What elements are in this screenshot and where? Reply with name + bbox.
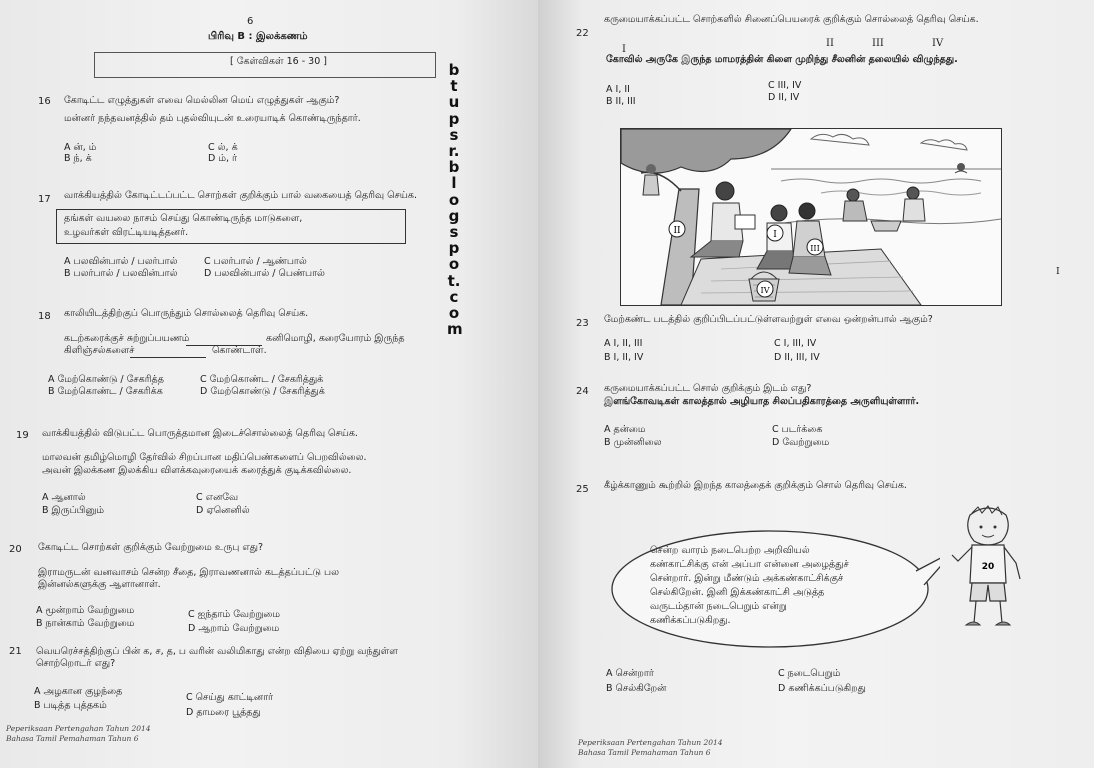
q16-option-d[interactable]: D ம், ர்: [208, 153, 237, 164]
boy-shirt-number: 20: [981, 562, 995, 572]
q23-option-b[interactable]: B I, II, IV: [604, 352, 644, 363]
left-footer-line1: Peperiksaan Pertengahan Tahun 2014: [6, 724, 151, 733]
q18-option-b[interactable]: B மேற்கொண்ட / சேகரிக்க: [48, 386, 163, 397]
q24-option-a[interactable]: A தன்மை: [604, 424, 646, 435]
q20-option-a[interactable]: A மூன்றாம் வேற்றுமை: [36, 605, 135, 616]
q19-option-a[interactable]: A ஆனால்: [42, 492, 86, 503]
q18-line2-end: கொண்டாள்.: [212, 345, 267, 356]
q17-number: 17: [38, 194, 51, 205]
q19-line1: மாலவன் தமிழ்மொழி தேர்வில் சிறப்பான மதிப்பெண்களைப் பெறவில்லை.: [42, 452, 367, 463]
q23-number: 23: [576, 318, 589, 329]
q25-option-c[interactable]: C நடைபெறும்: [778, 668, 841, 679]
q20-option-b[interactable]: B நான்காம் வேற்றுமை: [36, 618, 135, 629]
q24-option-d[interactable]: D வேற்றுமை: [772, 437, 830, 448]
q22-option-d[interactable]: D II, IV: [768, 92, 800, 103]
q18-blank-2: [130, 357, 206, 358]
q18-option-a[interactable]: A மேற்கொண்டு / சேகரித்த: [48, 374, 164, 385]
right-page: [538, 0, 1094, 768]
q21-question-line2: சொற்றொடர் எது?: [36, 658, 116, 669]
q22-roman-1: I: [622, 44, 626, 55]
q18-option-c[interactable]: C மேற்கொண்ட / சேகரித்துக்: [200, 374, 324, 385]
q22-option-c[interactable]: C III, IV: [768, 80, 802, 91]
q20-number: 20: [9, 544, 22, 555]
picture-label-1: I: [773, 230, 777, 240]
q20-option-d[interactable]: D ஆறாம் வேற்றுமை: [188, 623, 280, 634]
q25-option-d[interactable]: D கணிக்கப்படுகிறது: [778, 683, 866, 694]
q20-line2: இன்னல்களுக்கு ஆளானாள்.: [38, 579, 161, 590]
q21-option-d[interactable]: D தாமரை பூத்தது: [186, 707, 261, 718]
q19-option-c[interactable]: C எனவே: [196, 492, 239, 503]
q17-question: வாக்கியத்தில் கோடிட்டப்பட்ட சொற்கள் குறிக்கும் பால் வகையைத் தெரிவு செய்க.: [64, 190, 417, 201]
q23-option-c[interactable]: C I, III, IV: [774, 338, 817, 349]
picture-label-3: III: [810, 244, 820, 253]
q23-option-d[interactable]: D II, III, IV: [774, 352, 820, 363]
right-footer-line1: Peperiksaan Pertengahan Tahun 2014: [578, 738, 723, 747]
speech-line-2: கண்காட்சிக்கு என் அப்பா என்னை அழைத்துச்: [650, 559, 849, 570]
q19-option-d[interactable]: D ஏனெனில்: [196, 505, 250, 516]
q24-option-b[interactable]: B முன்னிலை: [604, 437, 662, 448]
q18-option-d[interactable]: D மேற்கொண்டு / சேகரித்துக்: [200, 386, 325, 397]
left-footer-line2: Bahasa Tamil Pemahaman Tahun 6: [6, 734, 139, 743]
q25-option-b[interactable]: B செல்கிறேன்: [606, 683, 667, 694]
q17-box-line2: உழவர்கள் விரட்டியடித்தனர்.: [64, 227, 189, 238]
picnic-scene-drawing: [621, 129, 1001, 305]
q17-option-c[interactable]: C பலர்பால் / ஆண்பால்: [204, 256, 307, 267]
q22-roman-4: IV: [932, 38, 944, 49]
q16-option-c[interactable]: C ல், க்: [208, 142, 238, 153]
q22-roman-2: II: [826, 38, 834, 49]
q22-option-b[interactable]: B II, III: [606, 96, 636, 107]
q19-number: 19: [16, 430, 29, 441]
q22-roman-3: III: [872, 38, 884, 49]
q20-line1: இராமருடன் வனவாசம் சென்ற சீதை, இராவணனால் கடத்தப்பட்டு பல: [38, 567, 340, 578]
edge-mark: I: [1056, 266, 1060, 277]
blog-watermark: btupsr.blogspot.com: [447, 61, 463, 339]
picnic-scene-picture: [620, 128, 1002, 306]
q19-question: வாக்கியத்தில் விடுபட்ட பொருத்தமான இடைச்சொல்லைத் தெரிவு செய்க.: [42, 428, 358, 439]
q17-option-d[interactable]: D பலவின்பால் / பெண்பால்: [204, 268, 325, 279]
speech-line-3: சென்றார். இன்று மீண்டும் அக்கண்காட்சிக்குச்: [650, 573, 844, 584]
q16-option-a[interactable]: A ன், ம்: [64, 142, 97, 153]
q24-option-c[interactable]: C படர்க்கை: [772, 424, 823, 435]
question-range: [ கேள்விகள் 16 - 30 ]: [230, 56, 327, 67]
right-footer-line2: Bahasa Tamil Pemahaman Tahun 6: [578, 748, 711, 757]
section-title: பிரிவு B : இலக்கணம்: [208, 31, 308, 42]
page-number: 6: [247, 16, 254, 27]
q24-question: கருமையாக்கப்பட்ட சொல் குறிக்கும் இடம் எது?: [604, 383, 812, 394]
q16-number: 16: [38, 96, 51, 107]
q22-number: 22: [576, 28, 589, 39]
q18-question: காலியிடத்திற்குப் பொருந்தும் சொல்லைத் தெரிவு செய்க.: [64, 308, 309, 319]
q24-sentence: இளங்கோவடிகள் காலத்தால் அழியாத சிலப்பதிகாரத்தை அருளியுள்ளார்.: [604, 396, 920, 407]
q16-option-b[interactable]: B ந், க்: [64, 153, 92, 164]
q21-option-a[interactable]: A அழகான குழந்தை: [34, 686, 123, 697]
q25-number: 25: [576, 484, 589, 495]
q18-line1-start: கடற்கரைக்குச் சுற்றுப்பயணம்: [64, 333, 190, 344]
q23-question: மேற்கண்ட படத்தில் குறிப்பிடப்பட்டுள்ளவற்றுள் எவை ஒன்றன்பால் ஆகும்?: [604, 314, 933, 325]
q18-line1-end: கனிமொழி, கரையோரம் இருந்த: [266, 333, 405, 344]
q19-line2: அவன் இலக்கண இலக்கிய விளக்கவுரையைக் கரைத்துக் குடிக்கவில்லை.: [42, 465, 352, 476]
q17-option-a[interactable]: A பலவின்பால் / பலர்பால்: [64, 256, 178, 267]
q16-question: கோடிட்ட எழுத்துகள் எவை மெல்லின மெய் எழுத்துகள் ஆகும்?: [64, 95, 340, 106]
q20-question: கோடிட்ட சொற்கள் குறிக்கும் வேற்றுமை உருபு எது?: [38, 542, 264, 553]
q21-number: 21: [9, 646, 22, 657]
q25-question: கீழ்க்காணும் கூற்றில் இறந்த காலத்தைக் குறிக்கும் சொல் தெரிவு செய்க.: [604, 480, 907, 491]
speech-line-4: செல்கிறேன். இனி இக்கண்காட்சி அடுத்த: [650, 587, 825, 598]
q21-option-b[interactable]: B படித்த புத்தகம்: [34, 700, 107, 711]
q22-question: கருமையாக்கப்பட்ட சொற்களில் சினைப்பெயரைக் குறிக்கும் சொல்லைத் தெரிவு செய்க.: [604, 14, 979, 25]
speech-line-1: சென்ற வாரம் நடைபெற்ற அறிவியல்: [650, 545, 810, 556]
q23-option-a[interactable]: A I, II, III: [604, 338, 643, 349]
q20-option-c[interactable]: C ஐந்தாம் வேற்றுமை: [188, 609, 281, 620]
q21-option-c[interactable]: C செய்து காட்டினார்: [186, 692, 274, 703]
picture-label-2: II: [673, 226, 681, 236]
q22-option-a[interactable]: A I, II: [606, 84, 630, 95]
q18-line2-start: கிளிஞ்சல்களைச்: [64, 345, 135, 356]
picture-label-4: IV: [760, 286, 770, 295]
q17-box-line1: தங்கள் வயலை நாசம் செய்து கொண்டிருந்த மாடுகளை,: [64, 213, 303, 224]
speech-line-6: கணிக்கப்படுகிறது.: [650, 615, 731, 626]
q24-number: 24: [576, 386, 589, 397]
q16-sentence: மன்னர் நந்தவனத்தில் தம் புதல்வியுடன் உரையாடிக் கொண்டிருந்தார்.: [64, 113, 361, 124]
q18-number: 18: [38, 311, 51, 322]
q21-question-line1: வெயரெச்சத்திற்குப் பின் க, ச, த, ப வரின் வலிமிகாது என்ற விதியை ஏற்று வந்துள்ள: [36, 646, 398, 657]
speech-line-5: வருடம்தான் நடைபெறும் என்று: [650, 601, 787, 612]
q17-option-b[interactable]: B பலர்பால் / பலவின்பால்: [64, 268, 178, 279]
boy-speaker-figure: [948, 505, 1028, 635]
q22-sentence: கோவில் அருகே இருந்த மாமரத்தின் கிளை முறிந்து சீலனின் தலையில் விழுந்தது.: [606, 54, 958, 65]
q19-option-b[interactable]: B இருப்பினும்: [42, 505, 104, 516]
q25-option-a[interactable]: A சென்றார்: [606, 668, 654, 679]
